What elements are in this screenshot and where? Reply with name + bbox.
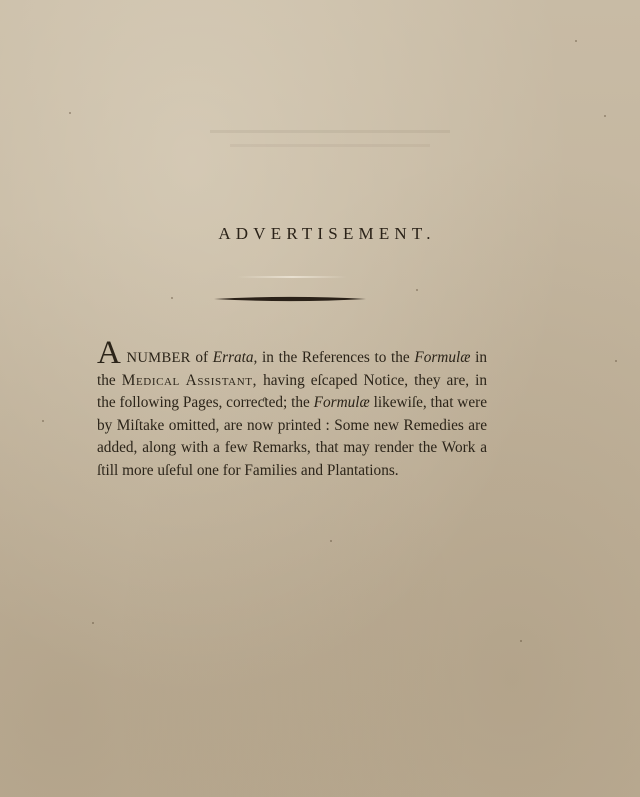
lead-word: NUMBER [126, 350, 191, 366]
paper-speck [42, 420, 44, 422]
italic-term: Errata, [212, 349, 258, 366]
book-title-smallcaps: Medical Assistant, [121, 371, 258, 389]
paper-speck [171, 297, 173, 299]
paper-speck [615, 360, 617, 362]
text-segment: having eſcaped Notice, they are, in the following Pages, correƈted; the [97, 371, 488, 412]
text-segment: likewiſe, that were by Miſtake omitted, are now printed : Some new Remedies are added, along with a few Remarks, that may render the Work a ſtill more uſeful one for Families and Plantations. [97, 394, 487, 479]
paper-speck [520, 640, 522, 642]
ornamental-swell-rule [214, 296, 366, 302]
paper-speck [604, 115, 606, 117]
faint-rule [237, 276, 347, 278]
paper-speck [69, 112, 71, 114]
italic-term: Formulæ [414, 349, 471, 366]
italic-term: Formulæ [313, 394, 370, 412]
paper-speck [330, 540, 332, 542]
show-through-texture [200, 118, 460, 158]
advertisement-paragraph [97, 335, 488, 483]
paper-speck [575, 40, 577, 42]
drop-cap: A [97, 335, 121, 371]
paper-speck [416, 289, 418, 291]
text-segment: in the [97, 349, 487, 389]
page-heading: ADVERTISEMENT. [218, 224, 436, 243]
text-segment: in the References to the [257, 349, 415, 366]
text-segment: of [190, 349, 213, 366]
paper-speck [92, 622, 94, 624]
